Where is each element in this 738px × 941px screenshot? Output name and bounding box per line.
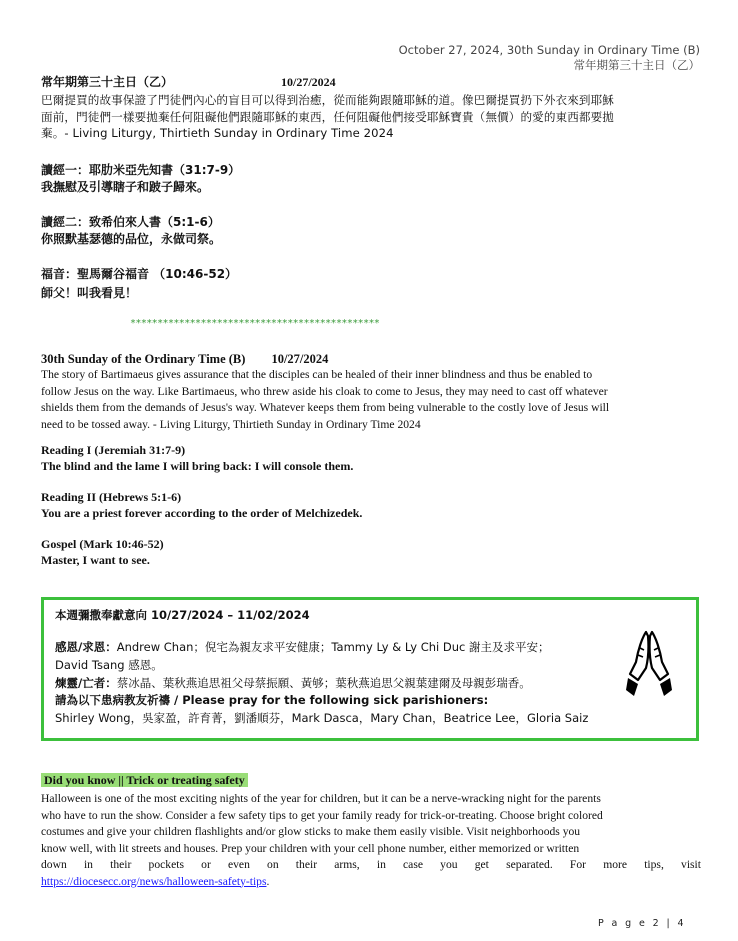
en-reading1-text: The blind and the lame I will bring back: I will console them. (41, 459, 354, 473)
en-gospel-text: Master, I want to see. (41, 553, 150, 567)
en-intro-line: The story of Bartimaeus gives assurance that the disciples can be healed of their inner blindness and thus be enabled to (41, 368, 593, 381)
zh-reading1-text: 我撫慰及引導瞎子和跛子歸來。 (41, 180, 210, 194)
zh-title: 常年期第三十主日（乙） (41, 75, 174, 89)
en-gospel-title: Gospel (Mark 10:46-52) (41, 537, 164, 551)
en-reading2-text: You are a priest forever according to the order of Melchizedek. (41, 506, 363, 520)
mass-title: 本週彌撒奉獻意向 10/27/2024 – 11/02/2024 (55, 608, 310, 622)
mass-thanks-line2: David Tsang 感恩。 (55, 658, 163, 672)
mass-deceased-line (55, 675, 531, 692)
zh-intro-line: 巴爾提買的故事保證了門徒們內心的盲目可以得到治癒，從而能夠跟隨耶穌的道。像巴爾提買扔下外衣來到耶穌 (41, 93, 614, 107)
zh-gospel-text: 師父！叫我看見！ (41, 286, 138, 300)
zh-intro-line: 棄。- Living Liturgy, Thirtieth Sunday in Ordinary Time 2024 (41, 126, 394, 140)
zh-reading1-title: 讀經一：耶肋米亞先知書（31:7-9） (41, 163, 241, 177)
mass-intentions-box (41, 597, 699, 741)
dyk-line: costumes and give your children flashlights and/or glow sticks to make them easily visible. Visit neighborhoods you (41, 825, 581, 838)
dyk-line: down in their pockets or even on their arms, in case you get separated. For more tips, visit (41, 858, 701, 871)
dyk-body (41, 791, 701, 890)
en-title: 30th Sunday of the Ordinary Time (B) (41, 352, 246, 366)
zh-intro (41, 92, 701, 142)
en-reading2-title: Reading II (Hebrews 5:1-6) (41, 490, 182, 504)
deceased-text: 蔡冰晶、葉秋燕追思祖父母蔡振願、黃够；葉秋燕追思父親葉建爾及母親彭瑞香。 (116, 676, 531, 690)
en-intro-line: follow Jesus on the way. Like Bartimaeus, who threw aside his cloak to come to Jesus, they may need to cast off whatever (41, 384, 608, 398)
dyk-line: know well, with lit streets and houses. Prep your children with your cell phone number, either memorized or written (41, 841, 580, 855)
en-title-line (41, 351, 328, 368)
zh-date: 10/27/2024 (281, 75, 336, 89)
en-intro (41, 367, 701, 433)
en-date: 10/27/2024 (271, 352, 329, 366)
thanks-text: Andrew Chan；倪宅為親友求平安健康；Tammy Ly & Ly Chi Duc 謝主及求平安； (116, 640, 550, 654)
praying-hands-icon (624, 628, 676, 700)
dyk-heading: Did you know || Trick or treating safety (41, 773, 248, 787)
zh-intro-line: 面前，門徒們一樣要拋棄任何阻礙他們跟隨耶穌的東西，任何阻礙他們接受耶穌寶貴（無價）的愛的東西都要拋 (41, 109, 614, 124)
en-reading1-title: Reading I (Jeremiah 31:7-9) (41, 443, 186, 457)
deceased-label: 煉靈/亡者： (55, 676, 117, 690)
dyk-link-line (41, 874, 701, 891)
thanks-label: 感恩/求恩： (55, 640, 117, 654)
mass-thanks-line (55, 639, 550, 656)
pray-label: 請為以下患病教友祈禱 / Please pray for the following sick parishioners: (55, 693, 489, 707)
zh-title-line (41, 74, 336, 91)
page-number: P a g e 2 | 4 (597, 918, 686, 929)
link-suffix: . (266, 874, 270, 888)
zh-reading2-text: 你照默基瑟德的品位，永做司祭。 (41, 232, 222, 246)
dyk-line: who have to run the show. Consider a few safety tips to get your family ready for trick-or-treating. Choose bright colored (41, 808, 603, 822)
zh-gospel-title: 福音：聖馬爾谷福音 （10:46-52） (41, 267, 238, 281)
star-divider: ********************************************** (130, 318, 380, 329)
zh-reading2-title: 讀經二：致希伯來人書（5:1-6） (41, 215, 220, 229)
header-date-line: October 27, 2024, 30th Sunday in Ordinary Time (B) (398, 43, 700, 57)
dyk-heading-wrap (41, 772, 248, 789)
en-intro-line: need to be tossed away. - Living Liturgy, Thirtieth Sunday in Ordinary Time 2024 (41, 417, 421, 431)
header-zh-title: 常年期第三十主日（乙） (573, 58, 700, 72)
safety-tips-link[interactable]: https://diocesecc.org/news/halloween-safety-tips (41, 874, 267, 888)
sick-list: Shirley Wong，吳家盈，許育菁，劉潘順芬，Mark Dasca，Mary Chan，Beatrice Lee，Gloria Saiz (55, 711, 589, 725)
dyk-line: Halloween is one of the most exciting nights of the year for children, but it can be a nerve-wracking night for the parents (41, 792, 601, 805)
en-intro-line: shields them from the demands of Jesus's way. Whatever keeps them from being vulnerable to the costly love of Jesus will (41, 401, 610, 414)
